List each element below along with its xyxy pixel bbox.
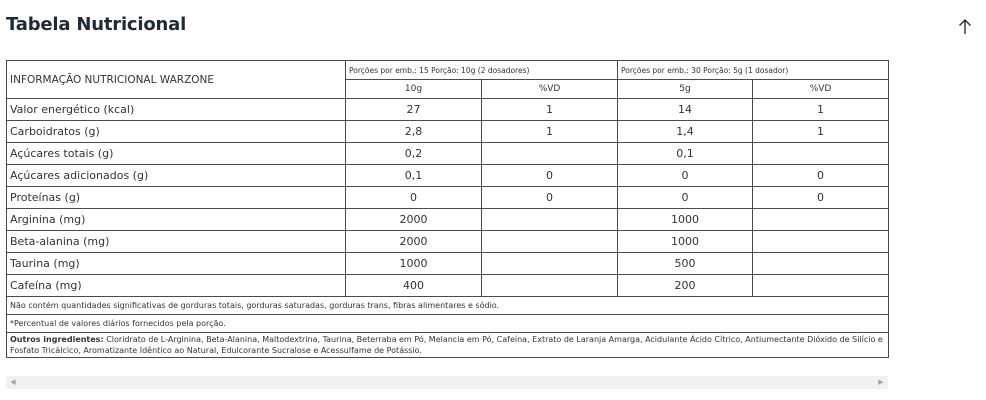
- value-portion-2: 200: [618, 275, 753, 297]
- table-row: [7, 99, 889, 121]
- vd-portion-2: [753, 209, 889, 231]
- nutrition-table-container: [6, 60, 888, 358]
- subheader-vd-1: %VD: [482, 80, 618, 99]
- table-row: [7, 253, 889, 275]
- nutrient-name: Açúcares totais (g): [7, 143, 346, 165]
- vd-portion-2: 0: [753, 187, 889, 209]
- nutrient-name: Valor energético (kcal): [7, 99, 346, 121]
- vd-portion-1: [482, 209, 618, 231]
- footnote-row: [7, 297, 889, 315]
- section-title: Tabela Nutricional: [6, 14, 187, 35]
- table-row: [7, 275, 889, 297]
- vd-portion-1: [482, 231, 618, 253]
- value-portion-2: 0: [618, 165, 753, 187]
- table-row: [7, 165, 889, 187]
- vd-portion-1: [482, 143, 618, 165]
- caret-left-icon[interactable]: ◀: [10, 378, 16, 386]
- portion-group-1-label: Porções por emb.: 15 Porção: 10g (2 dosadores): [346, 61, 618, 80]
- table-row: [7, 121, 889, 143]
- arrow-up-icon: [954, 16, 976, 38]
- value-portion-2: 14: [618, 99, 753, 121]
- table-row: [7, 231, 889, 253]
- horizontal-scrollbar[interactable]: [6, 376, 888, 389]
- value-portion-2: 0,1: [618, 143, 753, 165]
- vd-portion-2: 1: [753, 99, 889, 121]
- nutrient-name: Cafeína (mg): [7, 275, 346, 297]
- value-portion-1: 400: [346, 275, 482, 297]
- table-header-title: INFORMAÇÃO NUTRICIONAL WARZONE: [7, 61, 346, 99]
- nutrient-name: Beta-alanina (mg): [7, 231, 346, 253]
- vd-portion-1: 0: [482, 187, 618, 209]
- collapse-button[interactable]: [954, 16, 976, 38]
- footnote-percent: *Percentual de valores diários fornecidos pela porção.: [7, 315, 889, 333]
- vd-portion-1: [482, 275, 618, 297]
- subheader-amount-1: 10g: [346, 80, 482, 99]
- vd-portion-1: [482, 253, 618, 275]
- vd-portion-2: [753, 143, 889, 165]
- nutrient-name: Carboidratos (g): [7, 121, 346, 143]
- caret-right-icon[interactable]: ▶: [878, 378, 884, 386]
- ingredients-row: [7, 333, 889, 358]
- nutrient-name: Arginina (mg): [7, 209, 346, 231]
- table-header-row: [7, 61, 889, 80]
- nutrient-name: Proteínas (g): [7, 187, 346, 209]
- value-portion-2: 0: [618, 187, 753, 209]
- vd-portion-1: 0: [482, 165, 618, 187]
- vd-portion-2: [753, 275, 889, 297]
- value-portion-1: 0,2: [346, 143, 482, 165]
- value-portion-2: 1000: [618, 231, 753, 253]
- vd-portion-2: 0: [753, 165, 889, 187]
- subheader-amount-2: 5g: [618, 80, 753, 99]
- value-portion-1: 2,8: [346, 121, 482, 143]
- ingredients-label: Outros ingredientes:: [10, 335, 104, 344]
- vd-portion-2: 1: [753, 121, 889, 143]
- section-header: [0, 0, 986, 56]
- value-portion-1: 2000: [346, 209, 482, 231]
- table-row: [7, 209, 889, 231]
- nutrition-table: [6, 60, 889, 358]
- value-portion-1: 2000: [346, 231, 482, 253]
- vd-portion-2: [753, 231, 889, 253]
- value-portion-2: 1,4: [618, 121, 753, 143]
- nutrient-name: Açúcares adicionados (g): [7, 165, 346, 187]
- ingredients-cell: [7, 333, 889, 358]
- table-row: [7, 143, 889, 165]
- footnote-significant: Não contém quantidades significativas de gorduras totais, gorduras saturadas, gorduras trans, fibras alimentares e sódio.: [7, 297, 889, 315]
- value-portion-1: 27: [346, 99, 482, 121]
- value-portion-2: 1000: [618, 209, 753, 231]
- vd-portion-1: 1: [482, 99, 618, 121]
- nutrient-name: Taurina (mg): [7, 253, 346, 275]
- subheader-vd-2: %VD: [753, 80, 889, 99]
- value-portion-1: 1000: [346, 253, 482, 275]
- footnote-row: [7, 315, 889, 333]
- value-portion-1: 0,1: [346, 165, 482, 187]
- vd-portion-2: [753, 253, 889, 275]
- value-portion-2: 500: [618, 253, 753, 275]
- table-row: [7, 187, 889, 209]
- value-portion-1: 0: [346, 187, 482, 209]
- vd-portion-1: 1: [482, 121, 618, 143]
- portion-group-2-label: Porções por emb.: 30 Porção: 5g (1 dosador): [618, 61, 889, 80]
- ingredients-text: Cloridrato de L-Arginina, Beta-Alanina, Maltodextrina, Taurina, Beterraba em Pó, Melancia em Pó, Cafeína, Extrato de Laranja Amarga, Acidulante Ácido Cítrico, Antiumectante Dióxido de Silício e Fosfato Tricálcico, Aromatizante Idêntico ao Natural, Edulcorante Sucralose e Acessulfame de Potássio.: [10, 335, 883, 355]
